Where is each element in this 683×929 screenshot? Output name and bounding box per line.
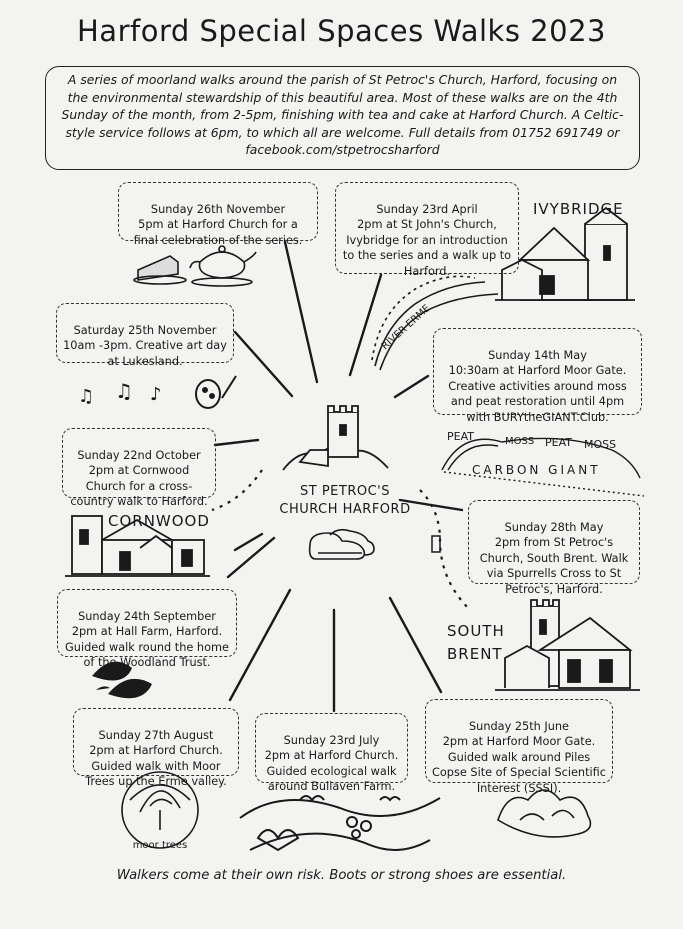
moss-label-1: MOSS	[505, 436, 535, 447]
church-label	[270, 483, 420, 519]
event-date: Saturday 25th November	[73, 323, 217, 337]
event-date: Sunday 23rd July	[283, 733, 380, 747]
event-date: Sunday 23rd April	[376, 202, 478, 216]
harford-church-drawing	[283, 406, 388, 470]
place-cornwood: CORNWOOD	[108, 512, 210, 530]
svg-text:♪: ♪	[150, 384, 162, 405]
event-details: 10am -3pm. Creative art day at Lukesland.	[63, 339, 227, 368]
event-details: 2pm at Cornwood Church for a cross-country walk to Harford.	[70, 464, 208, 508]
peat-label-1: PEAT	[447, 430, 474, 443]
carbon-giant-label: CARBON GIANT	[472, 463, 601, 477]
event-date: Sunday 28th May	[504, 520, 604, 534]
piles-copse-trees-drawing	[498, 790, 590, 837]
event-22-october	[62, 428, 216, 508]
event-date: Sunday 26th November	[150, 202, 286, 216]
svg-text:♫: ♫	[115, 379, 133, 403]
event-14-may	[433, 328, 642, 424]
event-25-june	[425, 699, 613, 795]
peat-label-2: PEAT	[545, 436, 572, 449]
event-date: Sunday 27th August	[98, 728, 214, 742]
place-ivybridge: IVYBRIDGE	[533, 200, 624, 218]
event-date: Sunday 14th May	[488, 348, 587, 362]
south-brent-church-drawing	[495, 600, 640, 690]
church-label-line-2: CHURCH HARFORD	[279, 502, 411, 517]
event-23-april	[335, 182, 519, 278]
event-details: 2pm at Hall Farm, Harford. Guided walk round the home of the Woodland Trust.	[65, 625, 229, 669]
hills-and-birds-drawing	[240, 796, 440, 850]
event-26-november	[118, 182, 318, 247]
moor-trees-label: moor trees	[132, 840, 188, 851]
event-24-september	[57, 589, 237, 669]
river-label: RIVER ERME	[379, 302, 433, 353]
tea-and-cake-drawing	[134, 246, 256, 286]
event-details: 5pm at Harford Church for a final celebration of the series.	[133, 218, 303, 247]
place-brent: BRENT	[447, 645, 503, 663]
intro-box: A series of moorland walks around the parish of St Petroc's Church, Harford, focusing on the environmental stewardship of this beautiful area. Most of these walks are on the 4th Sunday of the month, from 2-5pm, finishing with tea and cake at Harford Church. A Celtic-style service follows at 6pm, to which all are welcome. Full details from 01752 691749 or facebook.com/stpetrocsharford	[45, 66, 640, 170]
boots-drawing	[310, 530, 374, 559]
event-23-july	[255, 713, 408, 793]
event-25-november	[56, 303, 234, 368]
place-south: SOUTH	[447, 622, 505, 640]
event-details: 2pm at Harford Church. Guided ecological walk around Bullaven Farm.	[264, 749, 399, 793]
music-notes-drawing	[78, 376, 236, 408]
church-label-line-1: ST PETROC'S	[300, 484, 390, 499]
event-28-may	[468, 500, 640, 596]
moss-label-2: MOSS	[584, 438, 617, 451]
event-27-august	[73, 708, 239, 788]
event-details: 2pm at St John's Church, Ivybridge for an introduction to the series and a walk up to Harford.	[342, 218, 512, 278]
signpost-icon	[432, 536, 440, 552]
event-details: 2pm at Harford Church. Guided walk with Moor Trees up the Erme valley.	[85, 744, 227, 788]
event-details: 2pm from St Petroc's Church, South Brent. Walk via Spurrells Cross to St Petroc's, Harford.	[479, 536, 629, 596]
page-title: Harford Special Spaces Walks 2023	[77, 14, 606, 48]
event-date: Sunday 24th September	[78, 609, 216, 623]
event-details: 10:30am at Harford Moor Gate. Creative activities around moss and peat restoration until 4pm with BURYtheGIANT.Club.	[448, 364, 627, 424]
event-date: Sunday 25th June	[468, 719, 570, 733]
svg-text:♫: ♫	[78, 386, 95, 407]
footer-note: Walkers come at their own risk. Boots or strong shoes are essential.	[116, 868, 567, 883]
event-details: 2pm at Harford Moor Gate. Guided walk around Piles Copse Site of Special Scientific Interest (SSSI).	[432, 735, 606, 795]
event-date: Sunday 22nd October	[77, 448, 201, 462]
